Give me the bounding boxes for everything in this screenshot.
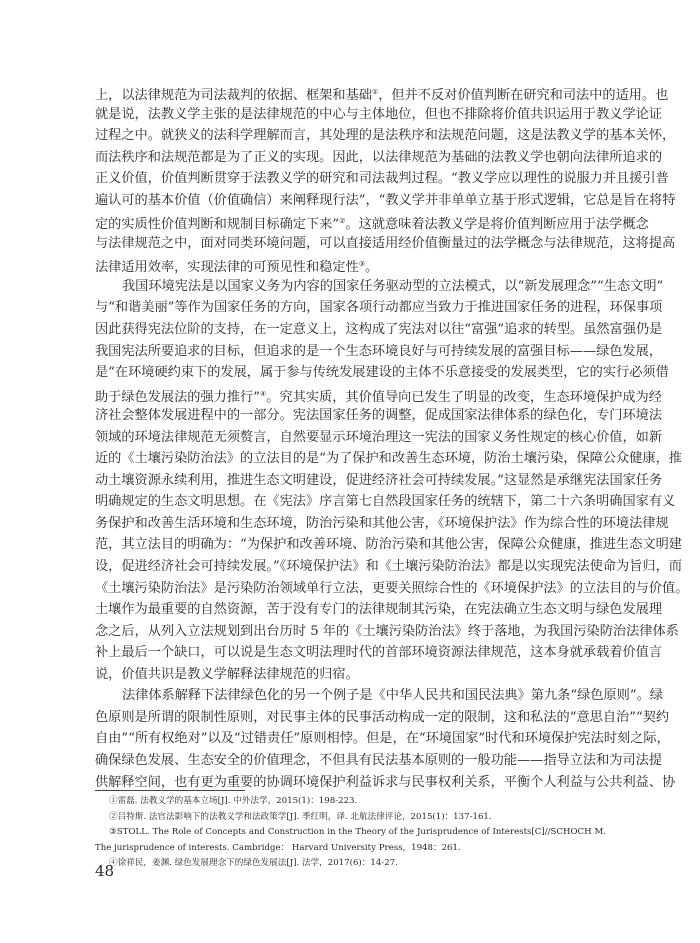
line-text: 色原则是所谓的限制性原则，对民事主体的民事活动构成一定的限制，这和私法的“意思自治”“契约 — [95, 709, 670, 725]
text-line — [95, 664, 606, 686]
line-text: 。 — [365, 260, 379, 276]
line-text: 。这就意味着法教义学是将价值判断应用于法学概念 — [345, 217, 649, 233]
footnote: ①雷磊. 法教义学的基本立场[J]. 中外法学，2015(1)：198-223. — [109, 796, 358, 806]
text-line — [95, 190, 676, 212]
line-text: 我国环境宪法是以国家义务为内容的国家任务驱动型的立法模式，以“新发展理念”“生态文明” — [122, 278, 664, 294]
line-text: 与法律规范之中，面对同类环境问题，可以直接适用经价值衡量过的法学概念与法律规范，这将提高 — [95, 235, 676, 251]
line-text: 《土壤污染防治法》是污染防治领域单行立法，更要关照综合性的《环境保护法》的立法目的与价值。 — [95, 580, 689, 596]
line-text: 。究其实质，其价值导向已发生了明显的改变，生态环境保护成为经 — [266, 389, 662, 405]
line-text: 明确规定的生态文明思想。在《宪法》序言第七自然段国家任务的统辖下，第二十六条明确国家有义 — [95, 494, 676, 510]
line-text: 补上最后一个缺口，可以说是生态文明法理时代的首部环境资源法律规范，这本身就承载着价值言 — [95, 645, 663, 661]
footnote-reference[interactable]: ③ — [358, 260, 366, 269]
text-line — [95, 254, 606, 276]
text-line — [95, 405, 663, 427]
text-line — [95, 427, 663, 449]
text-line — [95, 707, 670, 729]
footnote-reference[interactable]: ② — [339, 217, 346, 226]
line-text: 定的实质性价值判断和规制目标确定下来” — [95, 217, 340, 233]
text-line — [95, 211, 649, 233]
footnote-reference[interactable]: ① — [371, 88, 379, 96]
footnote: ④徐祥民，姜渊. 绿色发展理念下的绿色发展法[J]. 法学，2017(6)：14-27. — [109, 858, 398, 868]
text-line — [95, 513, 669, 535]
text-line — [95, 556, 682, 578]
line-text: 动土壤资源永续利用，推进生态文明建设，促进经济社会可持续发展。”这显然是承继宪法国家任务 — [95, 472, 663, 488]
text-line — [95, 233, 676, 255]
line-text: 助于绿色发展法的强力推行” — [95, 389, 260, 405]
line-text: 说，价值共识是教义学解释法律规范的归宿。 — [95, 666, 359, 682]
text-line — [95, 104, 663, 126]
line-text: 就是说，法教义学主张的是法律规范的中心与主体地位，但也不排除将价值共识运用于教义学论证 — [95, 106, 663, 122]
line-text: 与“和谐美丽”等作为国家任务的方向，国家各项行动都应当致力于推进国家任务的进程，环保事项 — [95, 300, 663, 316]
text-line — [95, 168, 669, 190]
text-line — [95, 384, 662, 406]
line-text: ，但并不反对价值判断在研究和司法中的适用。也 — [378, 88, 669, 103]
line-text: 过程之中。就狭义的法科学理解而言，其处理的是法秩序和法规范问题，这是法教义学的基本关怀， — [95, 128, 676, 144]
text-line — [95, 534, 682, 556]
text-line — [95, 491, 676, 513]
line-text: 土壤作为最重要的自然资源，苦于没有专门的法律规制其污染，在宪法确立生态文明与绿色发展理 — [95, 602, 663, 618]
text-line — [95, 125, 676, 147]
text-line — [95, 685, 663, 707]
footnotes — [95, 794, 606, 872]
text-line — [95, 621, 679, 643]
line-text: 济社会整体发展进程中的一部分。宪法国家任务的调整，促成国家法律体系的绿色化，专门环境法 — [95, 408, 663, 424]
line-text: 遍认可的基本价值（价值确信）来阐释现行法”，“教义学并非单单立基于形式逻辑，它总是旨在将特 — [95, 192, 676, 208]
text-line — [95, 362, 669, 384]
text-line — [95, 276, 664, 298]
footnote: ③STOLL. The Role of Concepts and Construction in the Theory of the Jurisprudence of Interests[C]//SCHOCH M. The jurisprudence of interests. Cambridge： Harvard University Press，1948：261. — [95, 827, 606, 853]
text-line — [95, 578, 689, 600]
text-line — [95, 82, 669, 104]
line-text: 设，促进经济社会可持续发展。”《环境保护法》和《土壤污染防治法》都是以实现宪法使命为旨归，而 — [95, 559, 682, 575]
line-text: 念之后，从列入立法规划到出台历时 5 年的《土壤污染防治法》终于落地，为我国污染防治法律体系 — [95, 623, 679, 639]
footnote: ②吕特斯. 法官法影响下的法教义学和法政策学[J]. 季红明，译. 北航法律评论，2015(1)：137-161. — [109, 811, 492, 822]
line-text: 我国宪法所要追求的目标，但追求的是一个生态环境良好与可持续发展的富强目标——绿色发展， — [95, 343, 663, 359]
line-text: 供解释空间，也有更为重要的协调环境保护利益诉求与民事权利关系，平衡个人利益与公共利益、协 — [95, 774, 676, 790]
body-text — [95, 82, 689, 793]
line-text: 上，以法律规范为司法裁判的依据、框架和基础 — [95, 88, 372, 103]
line-text: 确保绿色发展、生态安全的价值理念，不但具有民法基本原则的一般功能——指导立法和为司法提 — [95, 752, 663, 768]
text-line — [95, 341, 663, 363]
text-line — [95, 319, 663, 341]
text-line — [95, 642, 663, 664]
text-line — [95, 728, 670, 750]
line-text: 是“在环境硬约束下的发展，属于参与传统发展建设的主体不乐意接受的发展类型，它的实行必须借 — [95, 365, 669, 381]
line-text: 正义价值，价值判断贯穿于法教义学的研究和司法裁判过程。“教义学应以理性的说服力并且援引普 — [95, 171, 669, 187]
text-line — [95, 599, 663, 621]
line-text: 范，其立法目的明确为：“为保护和改善环境、防治污染和其他公害，保障公众健康，推进生态文明建 — [95, 537, 682, 553]
text-line — [95, 750, 663, 772]
text-line — [95, 297, 663, 319]
line-text: 领域的环境法律规范无须赘言，自然要显示环境治理这一宪法的国家义务性规定的核心价值，如新 — [95, 429, 663, 445]
line-text: 自由”“所有权绝对”以及“过错责任”原则相悖。但是，在“环境国家”时代和环境保护宪法时刻之际， — [95, 731, 670, 747]
text-line — [95, 147, 663, 169]
page-number: 48 — [95, 862, 115, 880]
line-text: 近的《土壤污染防治法》的立法目的是“为了保护和改善生态环境，防治土壤污染，保障公众健康，推 — [95, 451, 682, 467]
footnote-divider — [95, 790, 245, 791]
text-line — [95, 470, 663, 492]
line-text: 法律适用效率，实现法律的可预见性和稳定性 — [95, 260, 359, 276]
footnote-reference[interactable]: ④ — [260, 389, 267, 398]
line-text: 务保护和改善生活环境和生态环境，防治污染和其他公害，《环境保护法》作为综合性的环境法律规 — [95, 515, 669, 531]
text-line — [95, 448, 682, 470]
line-text: 法律体系解释下法律绿色化的另一个例子是《中华人民共和国民法典》第九条“绿色原则”。绿 — [122, 688, 663, 704]
line-text: 因此获得宪法位阶的支持，在一定意义上，这构成了宪法对以往“富强”追求的转型。虽然富强仍是 — [95, 322, 663, 338]
line-text: 而法秩序和法规范都是为了正义的实现。因此，以法律规范为基础的法教义学也朝向法律所追求的 — [95, 149, 663, 165]
